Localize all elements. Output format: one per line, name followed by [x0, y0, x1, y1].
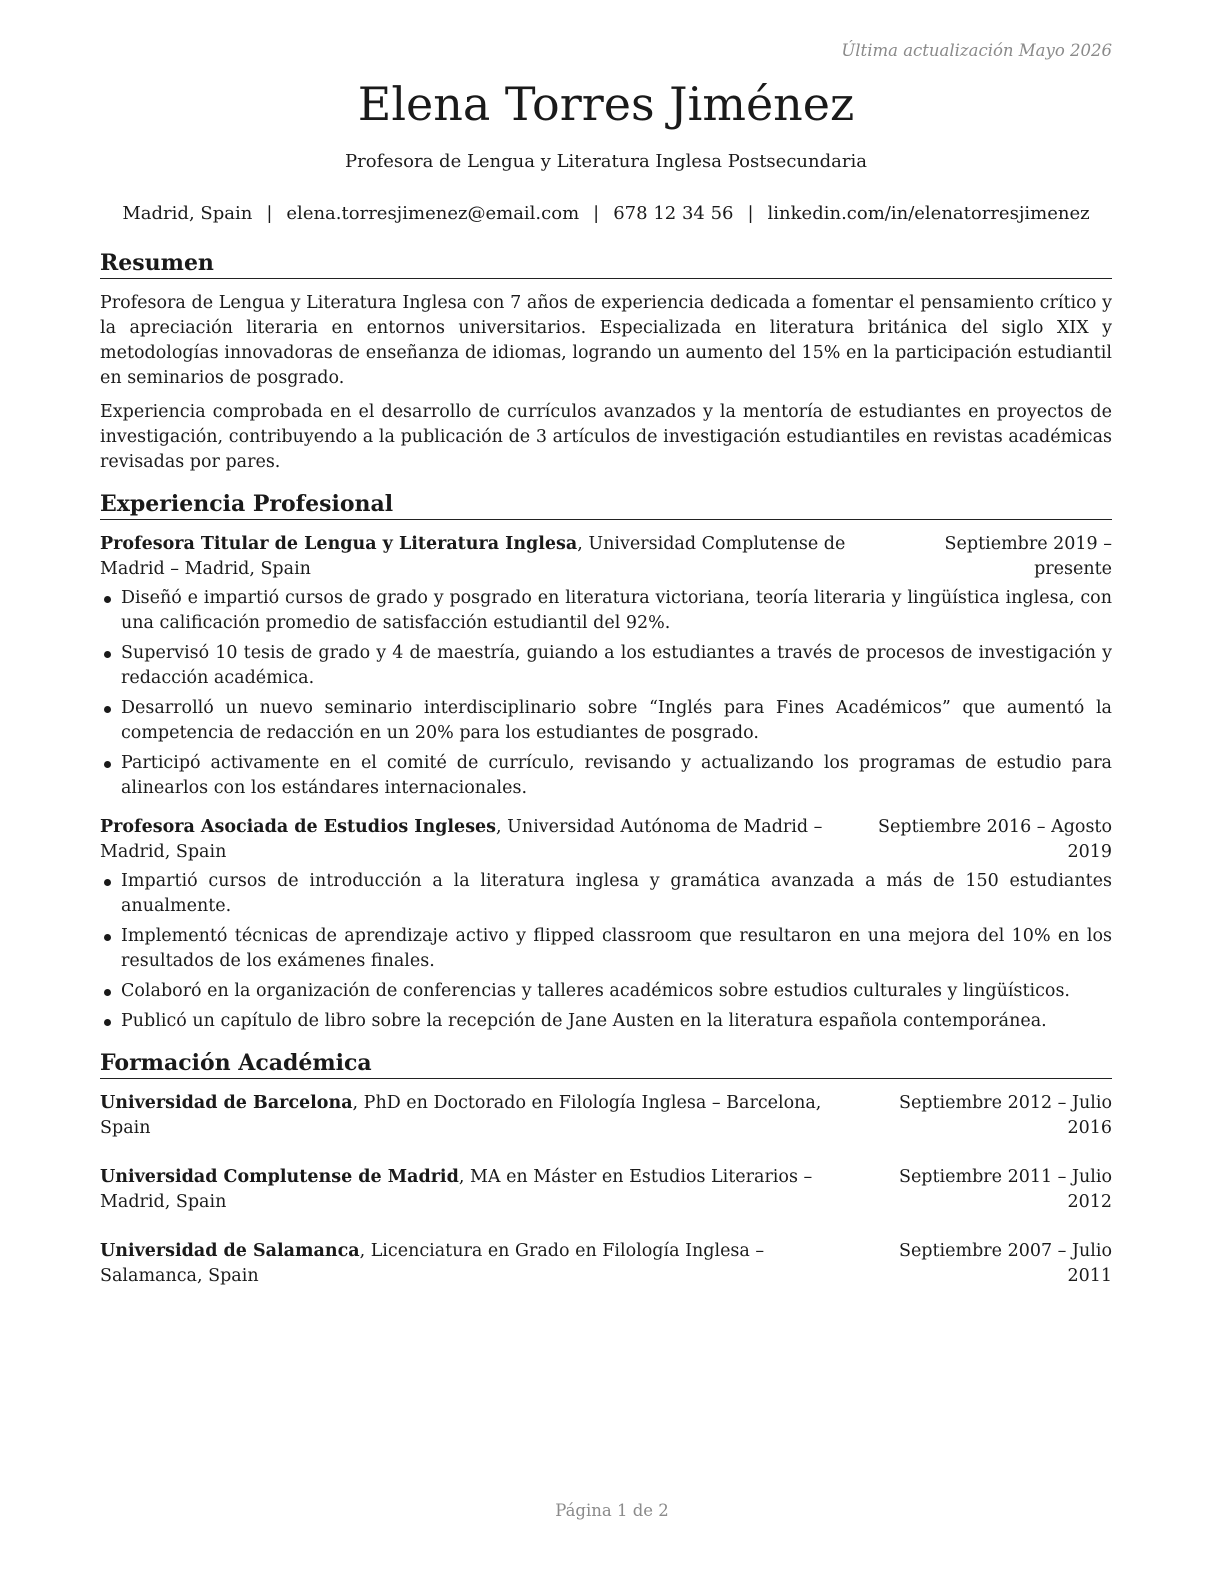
- job-title-line: [100, 532, 882, 582]
- contact-email[interactable]: elena.torresjimenez@email.com: [286, 203, 580, 224]
- contact-phone: 678 12 34 56: [613, 203, 734, 224]
- education-detail: , Licenciatura en Grado en Filología Inglesa – Salamanca, Spain: [100, 1241, 765, 1286]
- job-dates: Septiembre 2016 – Agosto 2019: [878, 817, 1112, 862]
- bullet-item: Publicó un capítulo de libro sobre la recepción de Jane Austen en la literatura española contemporánea.: [100, 1009, 1112, 1034]
- job-dates: Septiembre 2019 – presente: [944, 534, 1112, 579]
- summary-paragraph: Profesora de Lengua y Literatura Inglesa con 7 años de experiencia dedicada a fomentar el pensamiento crítico y la apreciación literaria en entornos universitarios. Especializada en literatura británica del siglo XIX y metodologías innovadoras de enseñanza de idiomas, logrando un aumento del 15% en la participación estudiantil en seminarios de posgrado.: [100, 293, 1112, 388]
- section-heading-summary: Resumen: [100, 250, 1112, 279]
- contact-separator: |: [266, 203, 273, 224]
- resume-page: [100, 40, 1112, 1313]
- education-detail: , MA en Máster en Estudios Literarios – Madrid, Spain: [100, 1167, 813, 1212]
- education-dates: Septiembre 2012 – Julio 2016: [898, 1093, 1112, 1138]
- page-number: Página 1 de 2: [555, 1501, 669, 1520]
- bullet-item: Impartió cursos de introducción a la literatura inglesa y gramática avanzada a más de 150 estudiantes anualmente.: [100, 869, 1112, 919]
- job-header: [100, 532, 1112, 582]
- bullet-item: Participó activamente en el comité de currículo, revisando y actualizando los programas de estudio para alinearlos con los estándares internacionales.: [100, 751, 1112, 801]
- candidate-title: Profesora de Lengua y Literatura Inglesa Postsecundaria: [345, 151, 867, 172]
- contact-separator: |: [593, 203, 600, 224]
- job-bullets: [100, 586, 1112, 801]
- last-updated: Última actualización Mayo 2026: [841, 41, 1112, 60]
- section-heading-education: Formación Académica: [100, 1050, 1112, 1079]
- experience-section: [100, 491, 1112, 1034]
- education-dates: Septiembre 2007 – Julio 2011: [898, 1241, 1112, 1286]
- education-detail: , PhD en Doctorado en Filología Inglesa – Barcelona, Spain: [100, 1093, 822, 1138]
- job-org: , Universidad Autónoma de Madrid – Madrid, Spain: [100, 817, 823, 862]
- job-header: [100, 815, 1112, 865]
- contact-linkedin[interactable]: linkedin.com/in/elenatorresjimenez: [767, 203, 1090, 224]
- section-heading-experience: Experiencia Profesional: [100, 491, 1112, 520]
- education-section: [100, 1050, 1112, 1289]
- contact-line: [100, 202, 1112, 226]
- bullet-item: Desarrolló un nuevo seminario interdisciplinario sobre “Inglés para Fines Académicos” que aumentó la competencia de redacción en un 20% para los estudiantes de posgrado.: [100, 696, 1112, 746]
- job-title-line: [100, 815, 876, 865]
- bullet-item: Diseñó e impartió cursos de grado y posgrado en literatura victoriana, teoría literaria y lingüística inglesa, con una calificación promedio de satisfacción estudiantil del 92%.: [100, 586, 1112, 636]
- education-entry: [100, 1091, 1112, 1141]
- education-school: Universidad Complutense de Madrid: [100, 1167, 459, 1187]
- bullet-item: Implementó técnicas de aprendizaje activo y flipped classroom que resultaron en una mejora del 10% en los resultados de los exámenes finales.: [100, 924, 1112, 974]
- education-entry: [100, 1239, 1112, 1289]
- education-dates: Septiembre 2011 – Julio 2012: [898, 1167, 1112, 1212]
- education-school: Universidad de Salamanca: [100, 1241, 360, 1261]
- bullet-item: Colaboró en la organización de conferencias y talleres académicos sobre estudios culturales y lingüísticos.: [100, 979, 1112, 1004]
- bullet-item: Supervisó 10 tesis de grado y 4 de maestría, guiando a los estudiantes a través de procesos de investigación y redacción académica.: [100, 641, 1112, 691]
- education-detail-line: [100, 1165, 880, 1215]
- job-org: , Universidad Complutense de Madrid – Madrid, Spain: [100, 534, 846, 579]
- job-bullets: [100, 869, 1112, 1034]
- job-role: Profesora Titular de Lengua y Literatura Inglesa: [100, 534, 578, 554]
- education-detail-line: [100, 1091, 880, 1141]
- summary-paragraph: Experiencia comprobada en el desarrollo de currículos avanzados y la mentoría de estudiantes en proyectos de investigación, contribuyendo a la publicación de 3 artículos de investigación estudiantiles en revistas académicas revisadas por pares.: [100, 402, 1112, 472]
- job-entry: [100, 815, 1112, 1034]
- contact-separator: |: [747, 203, 754, 224]
- job-role: Profesora Asociada de Estudios Ingleses: [100, 817, 497, 837]
- candidate-name: Elena Torres Jiménez: [357, 77, 855, 131]
- education-entry: [100, 1165, 1112, 1215]
- contact-location: Madrid, Spain: [122, 203, 253, 224]
- education-detail-line: [100, 1239, 880, 1289]
- job-entry: [100, 532, 1112, 801]
- education-school: Universidad de Barcelona: [100, 1093, 353, 1113]
- summary-section: [100, 250, 1112, 475]
